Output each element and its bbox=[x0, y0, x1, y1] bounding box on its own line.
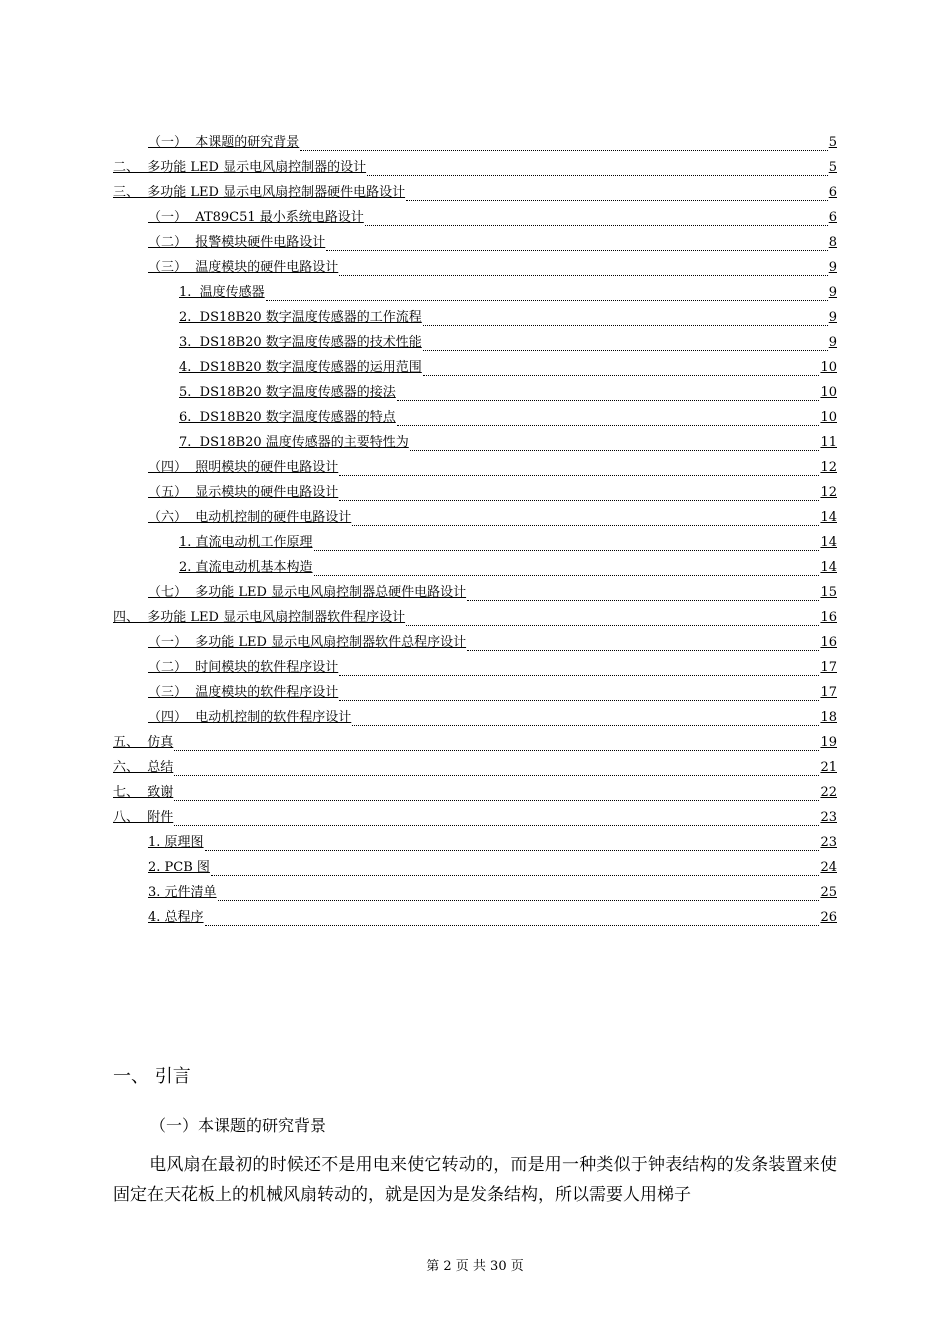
toc-entry-page: 16 bbox=[820, 610, 837, 625]
toc-entry[interactable] bbox=[113, 751, 837, 776]
toc-leader-dots bbox=[467, 588, 819, 601]
toc-entry[interactable] bbox=[113, 651, 837, 676]
toc-entry-title: （二） 报警模块硬件电路设计 bbox=[148, 235, 326, 250]
toc-leader-dots bbox=[423, 313, 828, 326]
toc-entry[interactable] bbox=[113, 451, 837, 476]
toc-entry-title: 1. 直流电动机工作原理 bbox=[179, 535, 313, 550]
toc-leader-dots bbox=[326, 238, 827, 251]
toc-entry[interactable] bbox=[113, 676, 837, 701]
toc-entry-page: 9 bbox=[828, 310, 837, 325]
toc-entry-title: （一） 本课题的研究背景 bbox=[148, 135, 300, 150]
toc-entry-title: （三） 温度模块的软件程序设计 bbox=[148, 685, 339, 700]
toc-entry[interactable] bbox=[113, 876, 837, 901]
toc-entry-title: （四） 照明模块的硬件电路设计 bbox=[148, 460, 339, 475]
toc-entry[interactable] bbox=[113, 726, 837, 751]
toc-entry-page: 5 bbox=[828, 160, 837, 175]
toc-entry-title: （三） 温度模块的硬件电路设计 bbox=[148, 260, 339, 275]
body-paragraph bbox=[113, 1150, 837, 1210]
toc-entry-title: 四、 多功能 LED 显示电风扇控制器软件程序设计 bbox=[113, 610, 406, 625]
toc-leader-dots bbox=[467, 638, 819, 651]
toc-entry-page: 11 bbox=[820, 435, 837, 450]
toc-entry[interactable] bbox=[113, 851, 837, 876]
toc-entry-page: 9 bbox=[828, 335, 837, 350]
toc-entry[interactable] bbox=[113, 351, 837, 376]
toc-entry-page: 17 bbox=[820, 660, 837, 675]
toc-entry-page: 14 bbox=[820, 510, 837, 525]
toc-entry-title: 4. 总程序 bbox=[148, 910, 204, 925]
toc-leader-dots bbox=[352, 513, 819, 526]
toc-entry[interactable] bbox=[113, 151, 837, 176]
toc-entry[interactable] bbox=[113, 326, 837, 351]
toc-entry-page: 9 bbox=[828, 285, 837, 300]
toc-entry-title: 八、 附件 bbox=[113, 810, 174, 825]
toc-entry[interactable] bbox=[113, 776, 837, 801]
toc-leader-dots bbox=[423, 338, 828, 351]
toc-entry[interactable] bbox=[113, 901, 837, 926]
toc-entry[interactable] bbox=[113, 376, 837, 401]
toc-leader-dots bbox=[365, 213, 828, 226]
toc-entry[interactable] bbox=[113, 301, 837, 326]
toc-leader-dots bbox=[300, 138, 827, 151]
toc-entry-title: 2. DS18B20 数字温度传感器的工作流程 bbox=[179, 310, 422, 325]
toc-entry-page: 22 bbox=[820, 785, 837, 800]
toc-entry[interactable] bbox=[113, 701, 837, 726]
toc-entry[interactable] bbox=[113, 426, 837, 451]
toc-leader-dots bbox=[339, 688, 819, 701]
toc-leader-dots bbox=[423, 363, 820, 376]
toc-entry-page: 18 bbox=[820, 710, 837, 725]
toc-entry[interactable] bbox=[113, 201, 837, 226]
toc-leader-dots bbox=[339, 663, 819, 676]
toc-entry[interactable] bbox=[113, 501, 837, 526]
toc-entry-title: 二、 多功能 LED 显示电风扇控制器的设计 bbox=[113, 160, 367, 175]
toc-leader-dots bbox=[314, 538, 820, 551]
subsection-heading: （一）本课题的研究背景 bbox=[150, 1116, 327, 1135]
toc-entry-title: 3. DS18B20 数字温度传感器的技术性能 bbox=[179, 335, 422, 350]
toc-leader-dots bbox=[406, 613, 819, 626]
toc-entry-page: 24 bbox=[820, 860, 837, 875]
toc-leader-dots bbox=[205, 838, 820, 851]
toc-entry-page: 5 bbox=[828, 135, 837, 150]
toc-entry-title: 六、 总结 bbox=[113, 760, 174, 775]
toc-leader-dots bbox=[410, 438, 820, 451]
toc-leader-dots bbox=[174, 763, 819, 776]
toc-entry-title: 2. 直流电动机基本构造 bbox=[179, 560, 313, 575]
toc-entry-title: 6. DS18B20 数字温度传感器的特点 bbox=[179, 410, 396, 425]
paragraph-text: 电风扇在最初的时候还不是用电来使它转动的，而是用一种类似于钟表结构的发条装置来使固定在天花板上的机械风扇转动的，就是因为是发条结构，所以需要人用梯子 bbox=[113, 1155, 837, 1205]
toc-leader-dots bbox=[339, 263, 827, 276]
toc-entry-page: 25 bbox=[820, 885, 837, 900]
toc-entry-title: 1. 温度传感器 bbox=[179, 285, 265, 300]
toc-entry-page: 10 bbox=[820, 385, 837, 400]
toc-entry-page: 23 bbox=[820, 810, 837, 825]
toc-entry-title: （一） 多功能 LED 显示电风扇控制器软件总程序设计 bbox=[148, 635, 467, 650]
toc-entry-title: 五、 仿真 bbox=[113, 735, 174, 750]
toc-entry[interactable] bbox=[113, 801, 837, 826]
toc-entry[interactable] bbox=[113, 251, 837, 276]
toc-entry-page: 12 bbox=[820, 485, 837, 500]
toc-leader-dots bbox=[397, 388, 820, 401]
toc-leader-dots bbox=[211, 863, 820, 876]
toc-entry-page: 14 bbox=[820, 560, 837, 575]
toc-entry-page: 16 bbox=[820, 635, 837, 650]
toc-leader-dots bbox=[266, 288, 828, 301]
toc-leader-dots bbox=[339, 488, 819, 501]
toc-leader-dots bbox=[205, 913, 820, 926]
toc-entry-title: （五） 显示模块的硬件电路设计 bbox=[148, 485, 339, 500]
toc-leader-dots bbox=[397, 413, 820, 426]
toc-entry-title: （六） 电动机控制的硬件电路设计 bbox=[148, 510, 352, 525]
toc-leader-dots bbox=[174, 813, 819, 826]
toc-entry[interactable] bbox=[113, 276, 837, 301]
toc-entry-page: 6 bbox=[828, 210, 837, 225]
toc-entry-page: 6 bbox=[828, 185, 837, 200]
toc-entry-page: 10 bbox=[820, 360, 837, 375]
toc-entry-page: 12 bbox=[820, 460, 837, 475]
toc-entry-title: 三、 多功能 LED 显示电风扇控制器硬件电路设计 bbox=[113, 185, 406, 200]
table-of-contents bbox=[113, 126, 837, 926]
page-footer: 第 2 页 共 30 页 bbox=[426, 1259, 524, 1274]
toc-leader-dots bbox=[352, 713, 819, 726]
toc-entry[interactable] bbox=[113, 476, 837, 501]
toc-entry-title: 3. 元件清单 bbox=[148, 885, 217, 900]
toc-leader-dots bbox=[339, 463, 819, 476]
section-heading: 一、 引言 bbox=[113, 1066, 191, 1087]
toc-entry-page: 10 bbox=[820, 410, 837, 425]
toc-entry-page: 21 bbox=[820, 760, 837, 775]
toc-entry-page: 26 bbox=[820, 910, 837, 925]
toc-entry-page: 15 bbox=[820, 585, 837, 600]
toc-leader-dots bbox=[314, 563, 820, 576]
toc-entry[interactable] bbox=[113, 226, 837, 251]
toc-entry-title: （一） AT89C51 最小系统电路设计 bbox=[148, 210, 364, 225]
toc-entry-title: （二） 时间模块的软件程序设计 bbox=[148, 660, 339, 675]
toc-leader-dots bbox=[174, 788, 819, 801]
toc-entry-title: 4. DS18B20 数字温度传感器的运用范围 bbox=[179, 360, 422, 375]
toc-entry-page: 23 bbox=[820, 835, 837, 850]
toc-entry-page: 14 bbox=[820, 535, 837, 550]
toc-entry-title: 七、 致谢 bbox=[113, 785, 174, 800]
toc-entry[interactable] bbox=[113, 601, 837, 626]
toc-entry-title: 1. 原理图 bbox=[148, 835, 204, 850]
toc-entry[interactable] bbox=[113, 551, 837, 576]
toc-entry[interactable] bbox=[113, 176, 837, 201]
toc-entry-page: 19 bbox=[820, 735, 837, 750]
toc-leader-dots bbox=[218, 888, 820, 901]
toc-entry[interactable] bbox=[113, 826, 837, 851]
toc-entry[interactable] bbox=[113, 526, 837, 551]
toc-entry[interactable] bbox=[113, 401, 837, 426]
toc-entry-title: 2. PCB 图 bbox=[148, 860, 210, 875]
toc-entry-title: 7. DS18B20 温度传感器的主要特性为 bbox=[179, 435, 409, 450]
toc-entry-page: 8 bbox=[828, 235, 837, 250]
toc-entry-title: （七） 多功能 LED 显示电风扇控制器总硬件电路设计 bbox=[148, 585, 467, 600]
toc-entry[interactable] bbox=[113, 626, 837, 651]
toc-entry-title: 5. DS18B20 数字温度传感器的接法 bbox=[179, 385, 396, 400]
toc-leader-dots bbox=[406, 188, 828, 201]
toc-leader-dots bbox=[174, 738, 819, 751]
toc-leader-dots bbox=[367, 163, 828, 176]
toc-entry-page: 9 bbox=[828, 260, 837, 275]
toc-entry[interactable] bbox=[113, 576, 837, 601]
toc-entry-title: （四） 电动机控制的软件程序设计 bbox=[148, 710, 352, 725]
toc-entry-page: 17 bbox=[820, 685, 837, 700]
toc-entry[interactable] bbox=[113, 126, 837, 151]
